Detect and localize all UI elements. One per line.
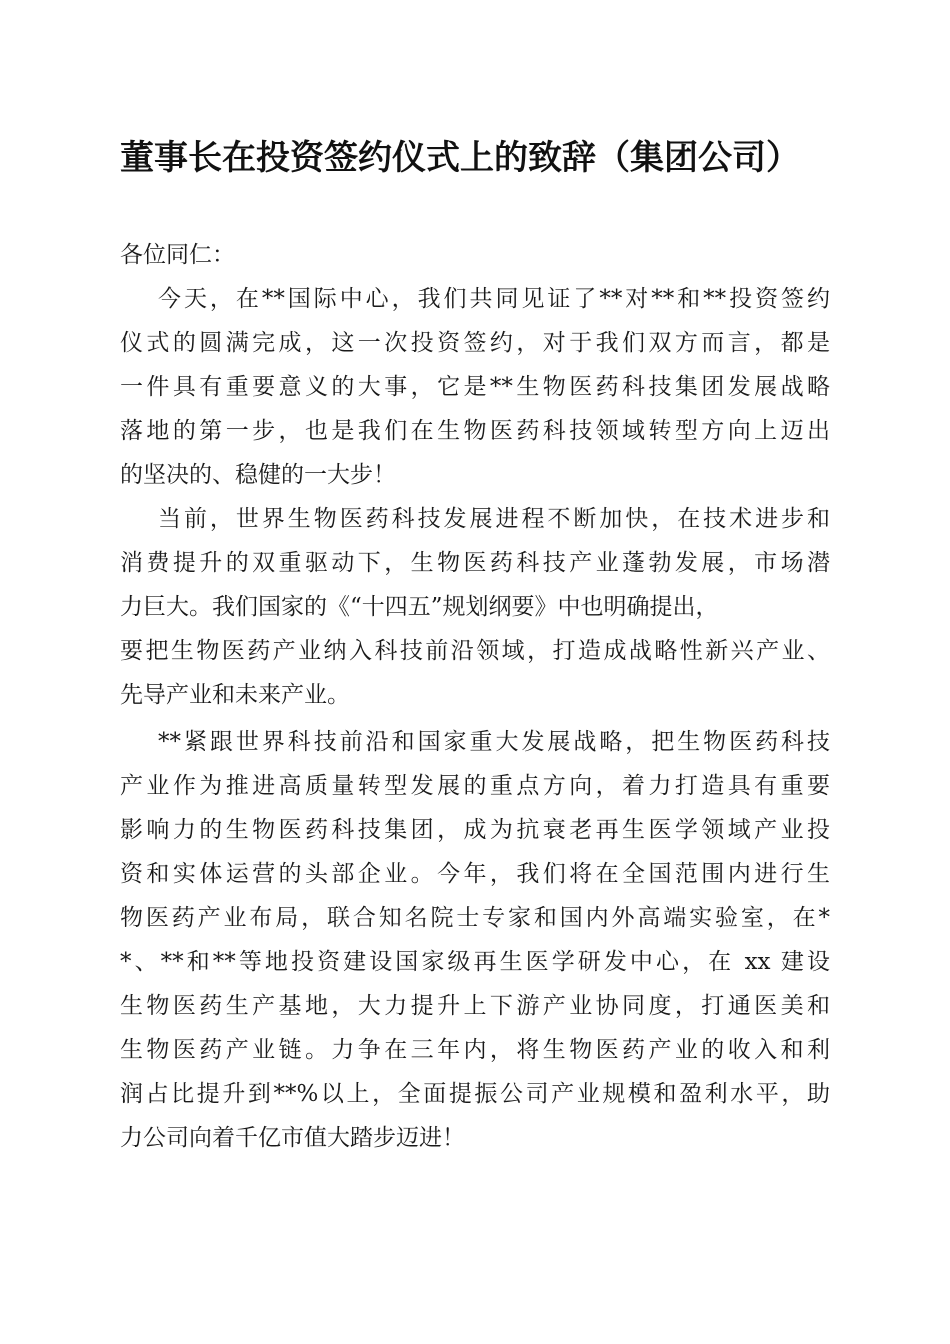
paragraph-line: 落地的第一步，也是我们在生物医药科技领域转型方向上迈出 bbox=[120, 418, 830, 444]
paragraph-line: 资和实体运营的头部企业。今年，我们将在全国范围内进行生 bbox=[120, 861, 830, 887]
paragraph-line: 润占比提升到**%以上，全面提振公司产业规模和盈利水平，助 bbox=[120, 1081, 830, 1107]
salutation: 各位同仁： bbox=[120, 242, 235, 268]
paragraph-line: 物医药产业布局，联合知名院士专家和国内外高端实验室，在* bbox=[120, 905, 830, 931]
paragraph-line: *、**和**等地投资建设国家级再生医学研发中心，在 xx 建设 bbox=[120, 949, 830, 975]
paragraph-line: 力公司向着千亿市值大踏步迈进！ bbox=[120, 1125, 465, 1151]
paragraph-line: 要把生物医药产业纳入科技前沿领域，打造成战略性新兴产业、 bbox=[120, 638, 830, 664]
paragraph-line: 力巨大。我们国家的《“十四五”规划纲要》中也明确提出， bbox=[120, 594, 719, 620]
paragraph-line: **紧跟世界科技前沿和国家重大发展战略，把生物医药科技 bbox=[158, 729, 830, 755]
paragraph-line: 消费提升的双重驱动下，生物医药科技产业蓬勃发展，市场潜 bbox=[120, 550, 830, 576]
document-title: 董事长在投资签约仪式上的致辞（集团公司） bbox=[120, 138, 800, 178]
paragraph-1 bbox=[120, 277, 830, 497]
paragraph-line: 影响力的生物医药科技集团，成为抗衰老再生医学领域产业投 bbox=[120, 817, 830, 843]
paragraph-line: 一件具有重要意义的大事，它是**生物医药科技集团发展战略 bbox=[120, 374, 830, 400]
paragraph-line: 今天，在**国际中心，我们共同见证了**对**和**投资签约 bbox=[158, 286, 830, 312]
paragraph-line: 仪式的圆满完成，这一次投资签约，对于我们双方而言，都是 bbox=[120, 330, 830, 356]
paragraph-line: 生物医药生产基地，大力提升上下游产业协同度，打通医美和 bbox=[120, 993, 830, 1019]
paragraph-2 bbox=[120, 497, 830, 717]
paragraph-line: 先导产业和未来产业。 bbox=[120, 682, 350, 708]
paragraph-line: 当前，世界生物医药科技发展进程不断加快，在技术进步和 bbox=[158, 506, 830, 532]
paragraph-line: 的坚决的、稳健的一大步！ bbox=[120, 462, 396, 488]
paragraph-line: 生物医药产业链。力争在三年内，将生物医药产业的收入和利 bbox=[120, 1037, 830, 1063]
paragraph-3 bbox=[120, 720, 830, 1160]
paragraph-line: 产业作为推进高质量转型发展的重点方向，着力打造具有重要 bbox=[120, 773, 830, 799]
